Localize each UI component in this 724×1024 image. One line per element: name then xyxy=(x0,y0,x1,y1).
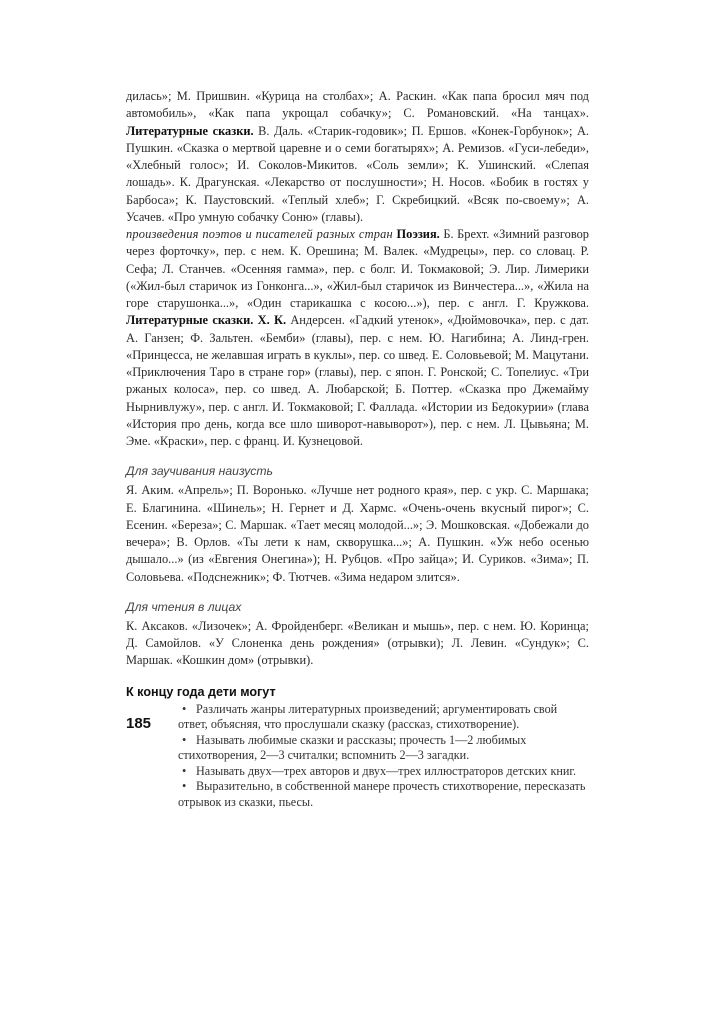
text-fragment: Б. Брехт. «Зимний разговор через форточку», пер. с нем. К. Орешина; М. Валек. «Мудрецы», пер. со словац. Р. Сефа; Л. Станчев. «Осенняя гамма», пер. с болг. И. Токмаковой; Э. Лир. Лимерики («Жил-был старичок из Гонконга...», «Жил-был старичок из Винчестера...», «Жила на горе старушонка...», «Один старикашка с косою...»), пер. с англ. Г. Кружкова. xyxy=(126,227,590,310)
list-item xyxy=(178,764,589,780)
list-item xyxy=(178,702,589,733)
section-title-roles: Для чтения в лицах xyxy=(126,599,242,614)
list-item-text: Выразительно, в собственной манере прочесть стихотворение, пересказать отрывок из сказки, пьесы. xyxy=(178,779,586,809)
page-content xyxy=(126,88,589,810)
bullet-icon: • xyxy=(182,701,187,716)
bold-heading: Литературные сказки. Х. К. xyxy=(126,313,287,328)
section-title-memorize: Для заучивания наизусть xyxy=(126,464,273,479)
goals-list xyxy=(126,702,589,811)
paragraph-roles: К. Аксаков. «Лизочек»; А. Фройденберг. «Великан и мышь», пер. с нем. Ю. Коринца; Д. Самойлов. «У Слоненка день рождения» (отрывки); Л. Левин. «Сундук»; С. Маршак. «Кошкин дом» (отрывки). xyxy=(126,618,589,668)
paragraph-foreign-works xyxy=(126,226,589,450)
bullet-icon: • xyxy=(182,732,187,747)
text-fragment: дилась»; М. Пришвин. «Курица на столбах»; А. Раскин. «Как папа бросил мяч под автомобиль», «Как папа укрощал собачку»; С. Романовский. «На танцах». xyxy=(126,89,589,121)
list-item xyxy=(178,733,589,764)
list-item-text: Различать жанры литературных произведений; аргументировать свой ответ, объясняя, что прослушали сказку (рассказ, стихотворение). xyxy=(178,701,558,731)
bold-heading: Поэзия. xyxy=(392,227,440,241)
bullet-icon: • xyxy=(182,763,187,778)
list-item-text: Называть двух—трех авторов и двух—трех иллюстраторов детских книг. xyxy=(196,763,577,778)
page-number: 185 xyxy=(126,715,152,732)
list-item-text: Называть любимые сказки и рассказы; прочесть 1—2 любимых стихотворения, 2—3 считалки; вспомнить 2—3 загадки. xyxy=(178,732,527,762)
bullet-icon: • xyxy=(182,779,187,793)
italic-subheading: произведения поэтов и писателей разных стран xyxy=(126,227,393,241)
paragraph-memorize: Я. Аким. «Апрель»; П. Воронько. «Лучше нет родного края», пер. с укр. С. Маршака; Е. Благинина. «Шинель»; Н. Гернет и Д. Хармс. «Очень-очень вкусный пирог»; С. Есенин. «Береза»; С. Маршак. «Тает месяц молодой...»; Э. Мошковская. «Добежали до вечера»; В. Орлов. «Ты лети к нам, скворушка...»; А. Пушкин. «Уж небо осенью дышало...» (из «Евгения Онегина»); Н. Рубцов. «Про зайца»; И. Суриков. «Зима»; П. Соловьева. «Подснежник»; Ф. Тютчев. «Зима недаром злится». xyxy=(126,483,589,584)
section-title-goals: К концу года дети могут xyxy=(126,684,276,699)
paragraph-literary-tales xyxy=(126,88,589,226)
list-item xyxy=(178,779,589,810)
text-fragment: Андерсен. «Гадкий утенок», «Дюймовочка», пер. с дат. А. Ганзен; Ф. Зальтен. «Бемби» (главы), пер. с нем. Ю. Нагибина; А. Линд-грен. «Принцесса, не желавшая играть в куклы», пер. со швед. Е. Соловьевой; М. Мацутани. «Приключения Таро в стране гор» (главы), пер. с япон. Г. Ронской; С. Топелиус. «Три ржаных колоса», пер. со швед. А. Любарской; Б. Поттер. «Сказка про Джемайму Нырнивлужу», пер. с англ. И. Токмаковой; Г. Фаллада. «Истории из Бедокурии» (глава «История про день, когда все шло шиворот-навыворот»), пер. с нем. Л. Цывьяна; М. Эме. «Краски», пер. с франц. И. Кузнецовой. xyxy=(126,313,589,448)
text-fragment: В. Даль. «Старик-годовик»; П. Ершов. «Конек-Горбунок»; А. Пушкин. «Сказка о мертвой царевне и о семи богатырях»; А. Ремизов. «Гуси-лебеди», «Хлебный голос»; И. Соколов-Микитов. «Соль земли»; К. Ушинский. «Слепая лошадь». К. Драгунская. «Лекарство от послушности»; Н. Носов. «Бобик в гостях у Барбоса»; К. Паустовский. «Теплый хлеб»; Г. Скребицкий. «Всяк по-своему»; А. Усачев. «Про умную собачку Соню» (главы). xyxy=(126,123,589,224)
bold-heading: Литературные сказки. xyxy=(126,123,254,138)
